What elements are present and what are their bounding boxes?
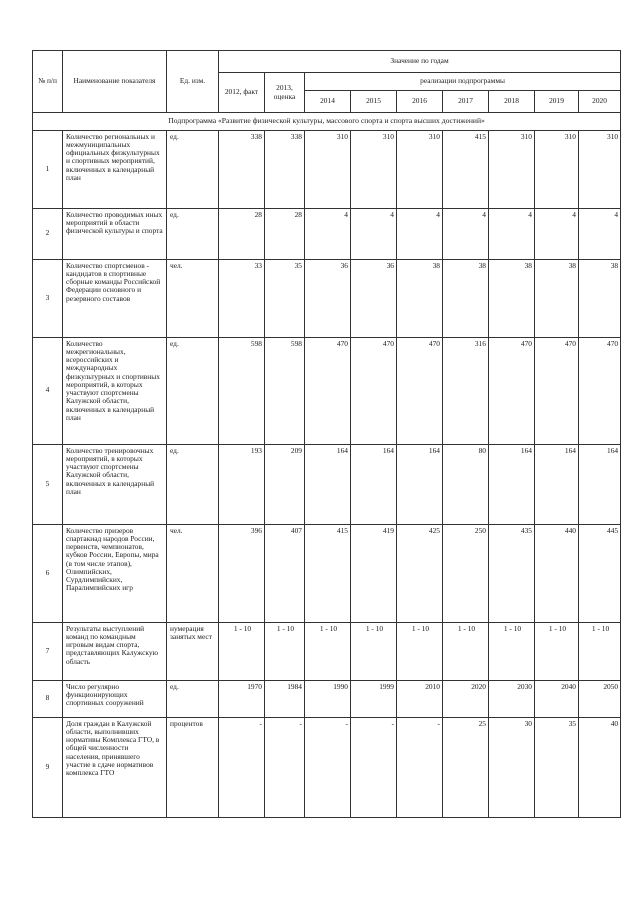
indicator-value: 310 <box>351 130 397 208</box>
indicator-value: 30 <box>489 717 535 817</box>
indicator-value: 415 <box>305 524 351 622</box>
indicator-unit: нумерация занятых мест <box>167 622 219 680</box>
indicator-value: 40 <box>579 717 621 817</box>
indicator-value: 2010 <box>397 680 443 717</box>
header-2013: 2013, оценка <box>265 73 305 113</box>
indicator-value: 36 <box>305 259 351 337</box>
indicator-value: 310 <box>579 130 621 208</box>
row-number: 2 <box>33 208 63 259</box>
row-number: 9 <box>33 717 63 817</box>
indicator-table <box>32 50 621 818</box>
indicator-value: 316 <box>443 337 489 444</box>
indicator-value: 164 <box>351 444 397 524</box>
indicator-value: 2020 <box>443 680 489 717</box>
indicator-value: 1 - 10 <box>535 622 579 680</box>
header-implementation: реализации подпрограммы <box>305 73 621 91</box>
header-year: 2015 <box>351 91 397 113</box>
indicator-value: 1990 <box>305 680 351 717</box>
indicator-name: Количество межрегиональных, всероссийских и международных физкультурных и спортивных мероприятий, в которых участвуют спортсмены Калужской области, включенных в календарный план <box>63 337 167 444</box>
indicator-value: 425 <box>397 524 443 622</box>
indicator-name: Доля граждан в Калужской области, выполнивших нормативы Комплекса ГТО, в общей численности населения, принявшего участие в сдаче нормативов комплекса ГТО <box>63 717 167 817</box>
table-body <box>33 113 621 818</box>
indicator-value: 415 <box>443 130 489 208</box>
indicator-value: 25 <box>443 717 489 817</box>
header-name: Наименование показателя <box>63 51 167 113</box>
indicator-value: 4 <box>397 208 443 259</box>
indicator-value: 193 <box>219 444 265 524</box>
table-row <box>33 444 621 524</box>
indicator-value: 35 <box>535 717 579 817</box>
indicator-value: 4 <box>443 208 489 259</box>
indicator-value: 470 <box>535 337 579 444</box>
indicator-value: - <box>265 717 305 817</box>
indicator-value: 250 <box>443 524 489 622</box>
indicator-value: 470 <box>489 337 535 444</box>
indicator-value: 396 <box>219 524 265 622</box>
indicator-value: 38 <box>397 259 443 337</box>
indicator-value: 310 <box>489 130 535 208</box>
indicator-value: 36 <box>351 259 397 337</box>
indicator-value: 470 <box>351 337 397 444</box>
table-row <box>33 524 621 622</box>
row-number: 8 <box>33 680 63 717</box>
indicator-value: 435 <box>489 524 535 622</box>
indicator-value: 38 <box>579 259 621 337</box>
indicator-unit: ед. <box>167 130 219 208</box>
indicator-value: 445 <box>579 524 621 622</box>
indicator-value: 164 <box>397 444 443 524</box>
indicator-value: 164 <box>489 444 535 524</box>
indicator-value: 38 <box>535 259 579 337</box>
indicator-value: 1 - 10 <box>351 622 397 680</box>
indicator-value: 4 <box>305 208 351 259</box>
indicator-value: 338 <box>219 130 265 208</box>
indicator-value: 310 <box>397 130 443 208</box>
indicator-value: 1 - 10 <box>579 622 621 680</box>
indicator-value: 419 <box>351 524 397 622</box>
indicator-value: 1984 <box>265 680 305 717</box>
indicator-unit: процентов <box>167 717 219 817</box>
indicator-value: 38 <box>489 259 535 337</box>
indicator-value: - <box>305 717 351 817</box>
indicator-value: 28 <box>219 208 265 259</box>
indicator-value: - <box>219 717 265 817</box>
row-number: 5 <box>33 444 63 524</box>
header-2012: 2012, факт <box>219 73 265 113</box>
indicator-value: 1999 <box>351 680 397 717</box>
row-number: 7 <box>33 622 63 680</box>
subprogram-title: Подпрограмма «Развитие физической культуры, массового спорта и спорта высших достижений» <box>33 113 621 131</box>
indicator-value: 1 - 10 <box>397 622 443 680</box>
indicator-value: 209 <box>265 444 305 524</box>
header-year: 2017 <box>443 91 489 113</box>
indicator-value: 80 <box>443 444 489 524</box>
row-number: 4 <box>33 337 63 444</box>
subprogram-row <box>33 113 621 131</box>
indicator-value: - <box>397 717 443 817</box>
indicator-name: Число регулярно функционирующих спортивных сооружений <box>63 680 167 717</box>
indicator-value: 28 <box>265 208 305 259</box>
indicator-value: 310 <box>305 130 351 208</box>
indicator-value: 164 <box>535 444 579 524</box>
indicator-value: 4 <box>351 208 397 259</box>
indicator-value: 2040 <box>535 680 579 717</box>
header-num: № п/п <box>33 51 63 113</box>
indicator-unit: чел. <box>167 524 219 622</box>
table-row <box>33 208 621 259</box>
indicator-unit: ед. <box>167 337 219 444</box>
indicator-value: 38 <box>443 259 489 337</box>
indicator-table-page <box>32 50 620 818</box>
indicator-value: 310 <box>535 130 579 208</box>
table-row <box>33 622 621 680</box>
indicator-value: 4 <box>535 208 579 259</box>
indicator-unit: чел. <box>167 259 219 337</box>
indicator-value: - <box>351 717 397 817</box>
indicator-unit: ед. <box>167 208 219 259</box>
row-number: 3 <box>33 259 63 337</box>
table-row <box>33 130 621 208</box>
indicator-value: 407 <box>265 524 305 622</box>
header-year: 2018 <box>489 91 535 113</box>
indicator-name: Количество спортсменов - кандидатов в спортивные сборные команды Российской Федерации основного и резервного составов <box>63 259 167 337</box>
indicator-name: Количество проводимых иных мероприятий в области физической культуры и спорта <box>63 208 167 259</box>
indicator-value: 164 <box>305 444 351 524</box>
indicator-value: 164 <box>579 444 621 524</box>
indicator-unit: ед. <box>167 680 219 717</box>
header-year: 2014 <box>305 91 351 113</box>
header-unit: Ед. изм. <box>167 51 219 113</box>
row-number: 1 <box>33 130 63 208</box>
indicator-value: 4 <box>579 208 621 259</box>
indicator-value: 1 - 10 <box>489 622 535 680</box>
table-row <box>33 259 621 337</box>
header-year: 2020 <box>579 91 621 113</box>
indicator-value: 470 <box>579 337 621 444</box>
table-row <box>33 717 621 817</box>
indicator-value: 1 - 10 <box>305 622 351 680</box>
indicator-value: 598 <box>265 337 305 444</box>
indicator-value: 2050 <box>579 680 621 717</box>
indicator-value: 338 <box>265 130 305 208</box>
indicator-value: 33 <box>219 259 265 337</box>
indicator-value: 440 <box>535 524 579 622</box>
row-number: 6 <box>33 524 63 622</box>
indicator-value: 2030 <box>489 680 535 717</box>
indicator-value: 598 <box>219 337 265 444</box>
indicator-name: Количество призеров спартакиад народов России, первенств, чемпионатов, кубков России, Европы, мира (в том числе этапов), Олимпийских, Сурдлимпийских, Паралимпийских игр <box>63 524 167 622</box>
indicator-value: 470 <box>397 337 443 444</box>
indicator-unit: ед. <box>167 444 219 524</box>
indicator-name: Количество региональных и межмуниципальных официальных физкультурных и спортивных мероприятий, включенных в календарный план <box>63 130 167 208</box>
indicator-value: 4 <box>489 208 535 259</box>
indicator-value: 1 - 10 <box>443 622 489 680</box>
header-year: 2016 <box>397 91 443 113</box>
indicator-value: 1970 <box>219 680 265 717</box>
table-row <box>33 680 621 717</box>
indicator-value: 1 - 10 <box>265 622 305 680</box>
header-year: 2019 <box>535 91 579 113</box>
indicator-name: Количество тренировочных мероприятий, в которых участвуют спортсмены Калужской области, включенных в календарный план <box>63 444 167 524</box>
indicator-value: 1 - 10 <box>219 622 265 680</box>
header-values-by-year: Значение по годам <box>219 51 621 73</box>
table-row <box>33 337 621 444</box>
indicator-value: 470 <box>305 337 351 444</box>
indicator-value: 35 <box>265 259 305 337</box>
indicator-name: Результаты выступлений команд по командным игровым видам спорта, представляющих Калужскую область <box>63 622 167 680</box>
